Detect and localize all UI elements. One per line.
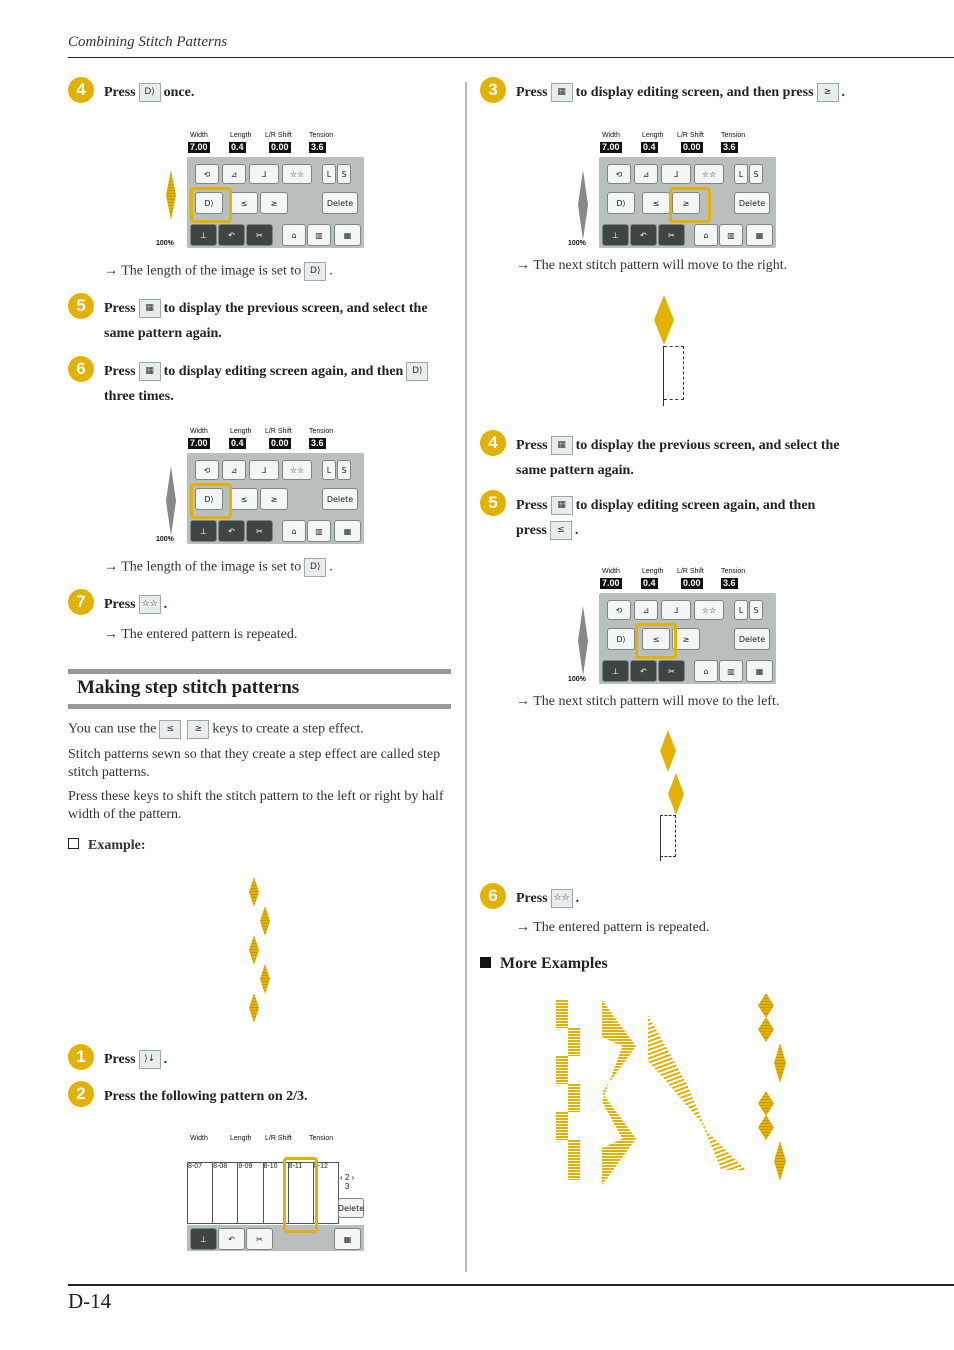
- s-key[interactable]: S: [337, 460, 351, 480]
- body-text: You can use the: [68, 721, 157, 737]
- mirror-h-key[interactable]: ⊿: [222, 164, 246, 184]
- step-text: to display the previous screen, and select the: [163, 301, 428, 316]
- width-label: Width: [190, 1135, 208, 1142]
- l-key[interactable]: L: [322, 460, 336, 480]
- length-key[interactable]: D⟩: [195, 192, 223, 214]
- example-stitch-group-3: [758, 993, 778, 1183]
- scissors-key[interactable]: ✂: [658, 660, 685, 682]
- pattern-code: 8-11: [288, 1163, 303, 1170]
- example-stitch: [249, 877, 259, 907]
- repeat-key[interactable]: ⅃: [661, 600, 691, 620]
- memory-key[interactable]: ⌂: [694, 660, 718, 682]
- example-stitch-group-2: [648, 1015, 746, 1170]
- settings-key[interactable]: ▦: [746, 660, 773, 682]
- lr-shift-label: L/R Shift: [265, 428, 292, 435]
- step-left-key[interactable]: ≤: [230, 192, 258, 214]
- length-label: Length: [642, 568, 664, 575]
- stitch-diamond: [660, 730, 676, 772]
- manual-key[interactable]: ▥: [719, 660, 743, 682]
- highlight-box: [283, 1157, 318, 1233]
- width-value: 7.00: [602, 142, 620, 152]
- length-value: 0.4: [231, 142, 244, 152]
- pattern-code: 8-08: [213, 1163, 228, 1170]
- step-text: once.: [163, 85, 195, 100]
- repeat-key[interactable]: ⅃: [661, 164, 691, 184]
- example-stitch: [249, 993, 259, 1023]
- stitch-preview: [578, 170, 588, 240]
- step-left-icon: ≤: [159, 720, 181, 739]
- example-label: [68, 837, 146, 855]
- step-right-key[interactable]: ≥: [672, 192, 700, 214]
- result-7: → The entered pattern is repeated.: [104, 627, 298, 642]
- section-title: Making step stitch patterns: [77, 677, 300, 698]
- zoom-label: 100%: [568, 676, 586, 683]
- result-text: → The length of the image is set to: [104, 559, 302, 575]
- mirror-key[interactable]: ⟲: [195, 164, 219, 184]
- length-key[interactable]: D⟩: [195, 488, 223, 510]
- step-text: to display the previous screen, and select the: [575, 438, 840, 453]
- tension-value: 3.6: [311, 438, 324, 448]
- length-2-icon: D⟩: [304, 262, 326, 281]
- stitch-preview: [578, 606, 588, 676]
- step-text: Press: [104, 301, 136, 316]
- lr-shift-label: L/R Shift: [265, 132, 292, 139]
- step-text: Press: [104, 1052, 136, 1067]
- footer-rule: [68, 1284, 954, 1286]
- result-5: → The next stitch pattern will move to the left.: [516, 694, 780, 709]
- reverse-key[interactable]: ↶: [630, 224, 657, 246]
- length-label: Length: [230, 428, 252, 435]
- mirror-h-key[interactable]: ⊿: [634, 600, 658, 620]
- step-right-key[interactable]: ≥: [672, 628, 700, 650]
- tension-label: Tension: [721, 568, 746, 575]
- length-key-icon: D⟩: [139, 83, 161, 102]
- step-text: same pattern again.: [104, 326, 222, 341]
- lr-value: 0.00: [683, 578, 701, 588]
- pattern-key[interactable]: ☆☆: [694, 164, 724, 184]
- example-stitch: [249, 935, 259, 965]
- checkbox-icon: [68, 838, 79, 849]
- delete-button[interactable]: Delete: [322, 488, 358, 510]
- pattern-key[interactable]: ☆☆: [282, 460, 312, 480]
- foot-key[interactable]: ⊥: [602, 224, 629, 246]
- machine-screen-4: [568, 566, 777, 684]
- settings-key[interactable]: ▦: [746, 224, 773, 246]
- manual-key[interactable]: ▥: [719, 224, 743, 246]
- paragraph-2: Stitch patterns sewn so that they create a step effect are called step stitch patterns.: [68, 747, 441, 780]
- tension-value: 3.6: [311, 142, 324, 152]
- s-key[interactable]: S: [749, 600, 763, 620]
- step-right-key[interactable]: ≥: [260, 488, 288, 510]
- step-right-icon: ≥: [187, 720, 209, 739]
- length-label: Length: [230, 1135, 252, 1142]
- result-3: → The next stitch pattern will move to the right.: [516, 258, 788, 273]
- step-number: 3: [480, 77, 506, 103]
- length-key[interactable]: D⟩: [607, 628, 635, 650]
- width-label: Width: [602, 568, 620, 575]
- tension-label: Tension: [309, 428, 334, 435]
- manual-key[interactable]: ▥: [307, 520, 331, 542]
- pattern-key[interactable]: ☆☆: [282, 164, 312, 184]
- repeat-icon: ☆☆: [551, 889, 573, 908]
- step-text: to display editing screen again, and then: [163, 364, 404, 379]
- width-label: Width: [190, 428, 208, 435]
- step-number: 5: [68, 293, 94, 319]
- length-key-icon: D⟩: [406, 362, 428, 381]
- example-text: Example:: [88, 838, 146, 853]
- stitch-preview: [166, 466, 176, 536]
- edit-icon: ▦: [139, 362, 161, 381]
- pattern-cell[interactable]: [238, 1163, 263, 1223]
- paragraph-1: [68, 720, 453, 739]
- repeat-key[interactable]: ⅃: [249, 164, 279, 184]
- highlight-box: [190, 187, 232, 223]
- step-number: 6: [68, 356, 94, 382]
- column-divider: [465, 82, 467, 1272]
- reverse-key[interactable]: ↶: [218, 520, 245, 542]
- step-text: press: [516, 523, 547, 538]
- lr-value: 0.00: [271, 142, 289, 152]
- step-text: same pattern again.: [516, 463, 634, 478]
- step-number: 2: [68, 1081, 94, 1107]
- paragraph-3: Press these keys to shift the stitch pattern to the left or right by half width of the pattern.: [68, 789, 444, 822]
- manual-key[interactable]: ▥: [307, 224, 331, 246]
- scissors-key[interactable]: ✂: [246, 1228, 273, 1250]
- settings-key[interactable]: ▦: [334, 1228, 361, 1250]
- step-6-right: 6 Press ☆☆ .: [480, 886, 579, 911]
- step-3-right: 3 Press ▦ to display editing screen, and then press ≥ .: [480, 80, 896, 105]
- pattern-cell[interactable]: [188, 1163, 213, 1223]
- zoom-label: 100%: [568, 240, 586, 247]
- step-text: Press: [104, 597, 136, 612]
- memory-key[interactable]: ⌂: [282, 520, 306, 542]
- tension-label: Tension: [309, 1135, 334, 1142]
- header-rule: [68, 57, 954, 58]
- s-key[interactable]: S: [749, 164, 763, 184]
- delete-button[interactable]: Delete: [322, 192, 358, 214]
- edit-icon: ▦: [551, 83, 573, 102]
- machine-screen-1: [156, 130, 365, 248]
- scissors-key[interactable]: ✂: [658, 224, 685, 246]
- result-4: → The length of the image is set to D⟩ .: [104, 262, 333, 281]
- step-4-left: [68, 80, 194, 105]
- step-text: Press: [516, 891, 548, 906]
- lr-shift-label: L/R Shift: [677, 132, 704, 139]
- delete-button[interactable]: Delete: [734, 628, 770, 650]
- result-6-right: → The entered pattern is repeated.: [516, 920, 710, 935]
- next-stitch-outline: [664, 346, 684, 400]
- step-left-key[interactable]: ≤: [230, 488, 258, 510]
- reverse-key[interactable]: ↶: [218, 224, 245, 246]
- lr-value: 0.00: [271, 438, 289, 448]
- mirror-key[interactable]: ⟲: [607, 600, 631, 620]
- stitch-line: [663, 346, 664, 406]
- more-examples-heading: [480, 955, 608, 973]
- length-key[interactable]: D⟩: [607, 192, 635, 214]
- step-6-left: [68, 359, 454, 409]
- page-number: D-14: [68, 1289, 112, 1313]
- step-left-icon: ≤: [550, 521, 572, 540]
- settings-key[interactable]: ▦: [334, 224, 361, 246]
- square-bullet-icon: [480, 957, 491, 968]
- pattern-cell[interactable]: [213, 1163, 238, 1223]
- step-left-key[interactable]: ≤: [642, 628, 670, 650]
- step-text: Press: [516, 438, 548, 453]
- delete-button[interactable]: Delete: [338, 1198, 364, 1218]
- section-bar-bottom: [68, 704, 451, 709]
- tension-label: Tension: [309, 132, 334, 139]
- length-value: 0.4: [231, 438, 244, 448]
- step-text: Press: [104, 364, 136, 379]
- step-5-left: [68, 296, 454, 346]
- zoom-label: 100%: [156, 240, 174, 247]
- step-text: Press: [516, 85, 548, 100]
- step-text: three times.: [104, 389, 174, 404]
- width-value: 7.00: [190, 142, 208, 152]
- next-stitch-outline: [660, 815, 676, 857]
- step-2-left: [68, 1084, 308, 1109]
- s-key[interactable]: S: [337, 164, 351, 184]
- pattern-code: 8-10: [263, 1163, 278, 1170]
- example-stitch: [260, 906, 270, 936]
- machine-screen-2: [156, 426, 365, 544]
- zoom-label: 100%: [156, 536, 174, 543]
- settings-key[interactable]: ▦: [334, 520, 361, 542]
- length-label: Length: [642, 132, 664, 139]
- foot-key[interactable]: ⊥: [602, 660, 629, 682]
- example-stitch-group-1: [556, 1000, 636, 1185]
- step-1-left: 1 Press ⟩↓ .: [68, 1047, 167, 1072]
- lr-value: 0.00: [683, 142, 701, 152]
- pattern-icon: ▦: [139, 299, 161, 318]
- delete-button[interactable]: Delete: [734, 192, 770, 214]
- width-value: 7.00: [602, 578, 620, 588]
- width-label: Width: [190, 132, 208, 139]
- stitch-preview: [166, 170, 176, 220]
- step-left-key[interactable]: ≤: [642, 192, 670, 214]
- stitch-category-icon: ⟩↓: [139, 1050, 161, 1069]
- section-bar-top: [68, 669, 451, 674]
- step-text: to display editing screen, and then press: [575, 85, 814, 100]
- step-number: 7: [68, 589, 94, 615]
- pattern-key[interactable]: ☆☆: [694, 600, 724, 620]
- page-number: 2: [344, 1173, 350, 1182]
- l-key[interactable]: L: [734, 164, 748, 184]
- tension-value: 3.6: [723, 142, 736, 152]
- length-label: Length: [230, 132, 252, 139]
- heading-text: More Examples: [500, 955, 608, 972]
- mirror-key[interactable]: ⟲: [607, 164, 631, 184]
- highlight-box: [669, 187, 711, 223]
- running-header: Combining Stitch Patterns: [68, 34, 228, 50]
- reverse-key[interactable]: ↶: [630, 660, 657, 682]
- memory-key[interactable]: ⌂: [694, 224, 718, 246]
- example-stitch: [260, 964, 270, 994]
- stitch-diamond: [668, 773, 684, 815]
- page-indicator[interactable]: ‹ 2 › 3: [340, 1173, 355, 1191]
- step-5-right: 5 Press ▦ to display editing screen again, and then press ≤ .: [480, 493, 896, 543]
- stitch-line: [660, 815, 661, 861]
- page-total: 3: [344, 1182, 350, 1191]
- step-text: Press the following pattern on 2/3.: [104, 1089, 308, 1104]
- step-number: 6: [480, 883, 506, 909]
- step-right-key[interactable]: ≥: [260, 192, 288, 214]
- step-4-right: [480, 433, 896, 483]
- foot-key[interactable]: ⊥: [190, 1228, 217, 1250]
- result-text: → The length of the image is set to: [104, 263, 302, 279]
- repeat-key[interactable]: ⅃: [249, 460, 279, 480]
- step-text: Press: [104, 85, 136, 100]
- step-number: 1: [68, 1044, 94, 1070]
- machine-screen-3: [568, 130, 777, 248]
- scissors-key[interactable]: ✂: [246, 520, 273, 542]
- step-number: 4: [480, 430, 506, 456]
- pattern-code: 8-09: [238, 1163, 253, 1170]
- pattern-code: 8-07: [188, 1163, 203, 1170]
- result-6: → The length of the image is set to D⟩ .: [104, 558, 333, 577]
- width-label: Width: [602, 132, 620, 139]
- l-key[interactable]: L: [734, 600, 748, 620]
- length-value: 0.4: [643, 142, 656, 152]
- edit-icon: ▦: [551, 496, 573, 515]
- step-number: 4: [68, 77, 94, 103]
- width-value: 7.00: [190, 438, 208, 448]
- length-2-icon: D⟩: [304, 558, 326, 577]
- mirror-h-key[interactable]: ⊿: [222, 460, 246, 480]
- lr-shift-label: L/R Shift: [265, 1135, 292, 1142]
- foot-key[interactable]: ⊥: [190, 520, 217, 542]
- stitch-diamond: [654, 295, 674, 345]
- reverse-key[interactable]: ↶: [218, 1228, 245, 1250]
- length-value: 0.4: [643, 578, 656, 588]
- step-text: to display editing screen again, and then: [575, 498, 816, 513]
- step-7-left: 7 Press ☆☆ .: [68, 592, 167, 617]
- pattern-icon: ▦: [551, 436, 573, 455]
- foot-key[interactable]: ⊥: [190, 224, 217, 246]
- pattern-select-screen: [160, 1133, 365, 1251]
- mirror-h-key[interactable]: ⊿: [634, 164, 658, 184]
- edit-panel: [599, 593, 776, 684]
- pattern-code: 8-12: [313, 1163, 328, 1170]
- step-number: 5: [480, 490, 506, 516]
- memory-key[interactable]: ⌂: [282, 224, 306, 246]
- lr-shift-label: L/R Shift: [677, 568, 704, 575]
- tension-label: Tension: [721, 132, 746, 139]
- mirror-key[interactable]: ⟲: [195, 460, 219, 480]
- bottom-bar: [187, 1225, 364, 1251]
- scissors-key[interactable]: ✂: [246, 224, 273, 246]
- tension-value: 3.6: [723, 578, 736, 588]
- highlight-box: [635, 623, 677, 659]
- step-right-icon: ≥: [817, 83, 839, 102]
- repeat-icon: ☆☆: [139, 595, 161, 614]
- highlight-box: [190, 483, 232, 519]
- l-key[interactable]: L: [322, 164, 336, 184]
- step-text: Press: [516, 498, 548, 513]
- body-text: keys to create a step effect.: [212, 721, 364, 737]
